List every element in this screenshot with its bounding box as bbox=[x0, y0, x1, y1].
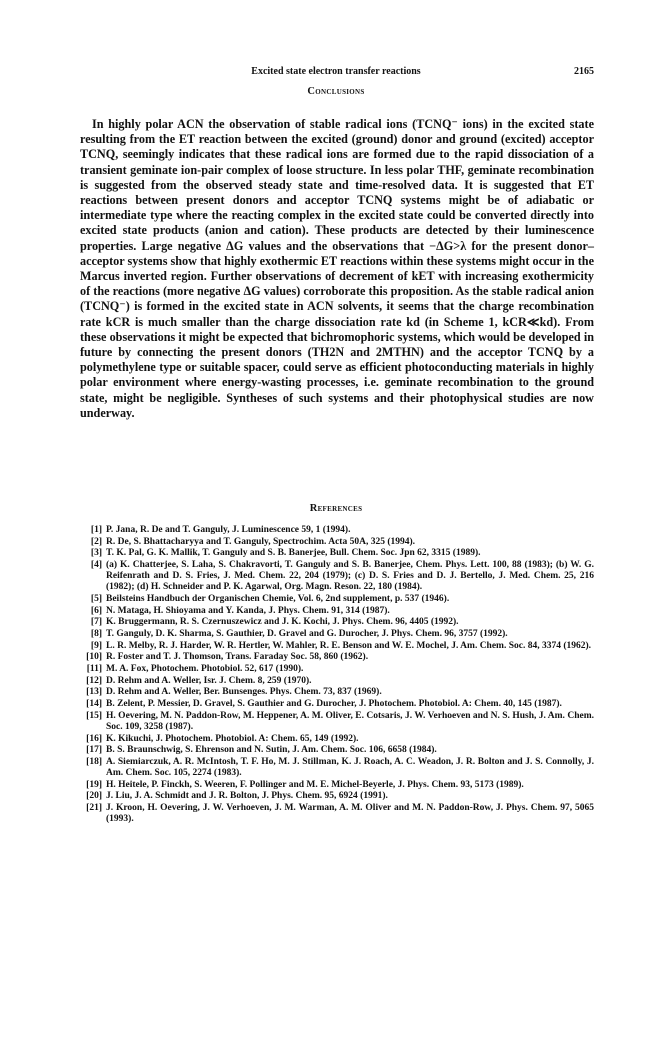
reference-text: T. Ganguly, D. K. Sharma, S. Gauthier, D. Gravel and G. Durocher, J. Phys. Chem. 96, 3757 (1992). bbox=[106, 629, 508, 639]
reference-text: K. Kikuchi, J. Photochem. Photobiol. A: Chem. 65, 149 (1992). bbox=[106, 733, 359, 744]
reference-item bbox=[80, 757, 594, 779]
reference-text: R. Foster and T. J. Thomson, Trans. Faraday Soc. 58, 860 (1962). bbox=[106, 652, 369, 663]
reference-text: (a) K. Chatterjee, S. Laha, S. Chakravorti, T. Ganguly and S. B. Banerjee, Chem. Phys. Lett. 100, 88 (1983); (b) W. G. Reifenrath and D. S. Fries, J. Med. Chem. 22, 204 (1979); (c) D. S. Fries and D. J. Bertello, J. Med. Chem. 25, 216 (1982); (d) H. Schneider and P. K. Agarwal, Org. Magn. Reson. 22, 180 (1984). bbox=[106, 560, 594, 593]
reference-number: [13] bbox=[86, 687, 102, 698]
reference-number: [5] bbox=[90, 593, 102, 604]
reference-number: [1] bbox=[90, 525, 102, 535]
reference-number: [20] bbox=[86, 791, 102, 802]
reference-text: L. R. Melby, R. J. Harder, W. R. Hertler, W. Mahler, R. E. Benson and W. E. Mochel, J. Am. Chem. Soc. 84, 3374 (1962). bbox=[106, 640, 592, 651]
reference-number: [2] bbox=[90, 536, 102, 547]
reference-number: [15] bbox=[86, 710, 102, 721]
reference-item bbox=[80, 537, 594, 548]
reference-item bbox=[80, 525, 594, 536]
reference-text: J. Liu, J. A. Schmidt and J. R. Bolton, J. Phys. Chem. 95, 6924 (1991). bbox=[106, 791, 388, 802]
reference-item bbox=[80, 629, 594, 640]
reference-number: [16] bbox=[86, 733, 102, 744]
reference-number: [7] bbox=[90, 617, 102, 628]
reference-item bbox=[80, 594, 594, 605]
running-head bbox=[78, 66, 594, 80]
reference-text: B. Zelent, P. Messier, D. Gravel, S. Gauthier and G. Durocher, J. Photochem. Photobiol. A: Chem. 40, 145 (1987). bbox=[106, 699, 562, 710]
reference-number: [18] bbox=[86, 756, 102, 767]
reference-text: Beilsteins Handbuch der Organischen Chemie, Vol. 6, 2nd supplement, p. 537 (1946). bbox=[106, 593, 450, 604]
conclusions-heading: Conclusions bbox=[307, 86, 365, 97]
reference-item bbox=[80, 560, 594, 593]
page-number: 2165 bbox=[574, 66, 594, 77]
reference-text: D. Rehm and A. Weller, Ber. Bunsenges. Phys. Chem. 73, 837 (1969). bbox=[106, 687, 382, 698]
reference-number: [12] bbox=[86, 675, 102, 686]
reference-item bbox=[80, 606, 594, 617]
conclusions-paragraph: In highly polar ACN the observation of stable radical ions (TCNQ⁻ ions) in the excited state resulting from the ET reaction between the excited (ground) donor and ground (excited) acceptor TCNQ, seemingly indicates that these radical ions are formed due to the rapid dissociation of a transient geminate ion-pair complex of loose structure. In less polar THF, geminate recombination is suggested from the observed steady state and time-resolved data. It is suggested that ET reactions between present donors and acceptor TCNQ systems might be of adiabatic or intermediate type where the reacting complex in the excited state could be converted directly into excited state products (anion and cation). These products are detected by their luminescence properties. Large negative ΔG values and the observations that −ΔG>λ for the present donor–acceptor systems show that highly exothermic ET reactions within these systems might occur in the Marcus inverted region. Further observations of decrement of kET with increasing exothermicity of the reactions (more negative ΔG values) corroborate this proposition. As the stable radical anion (TCNQ⁻) is formed in the excited state in ACN solvents, it seems that the charge recombination rate kCR is much smaller than the charge dissociation rate kd (in Scheme 1, kCR≪kd). From these observations it might be expected that bichromophoric systems, which would be developed in future by connecting the present donors (TH2N and 2MTHN) and the acceptor TCNQ by a polymethylene type or suitable spacer, could serve as efficient photoconducting materials in highly polar environment where energy-wasting processes, i.e. geminate recombination to the ground state, might be negligible. Syntheses of such systems and their photophysical studies are now underway. bbox=[80, 117, 594, 420]
reference-number: [17] bbox=[86, 745, 102, 756]
conclusions-body bbox=[80, 117, 594, 421]
reference-text: N. Mataga, H. Shioyama and Y. Kanda, J. Phys. Chem. 91, 314 (1987). bbox=[106, 605, 390, 616]
reference-number: [19] bbox=[86, 779, 102, 790]
reference-item bbox=[80, 664, 594, 675]
reference-number: [9] bbox=[90, 640, 102, 651]
running-title: Excited state electron transfer reactions bbox=[251, 66, 421, 77]
reference-text: B. S. Braunschwig, S. Ehrenson and N. Sutin, J. Am. Chem. Soc. 106, 6658 (1984). bbox=[106, 745, 437, 756]
reference-number: [10] bbox=[86, 652, 102, 663]
reference-number: [8] bbox=[90, 629, 102, 639]
reference-text: P. Jana, R. De and T. Ganguly, J. Luminescence 59, 1 (1994). bbox=[106, 525, 351, 535]
reference-number: [3] bbox=[90, 548, 102, 559]
reference-text: R. De, S. Bhattacharyya and T. Ganguly, Spectrochim. Acta 50A, 325 (1994). bbox=[106, 536, 416, 547]
reference-text: A. Siemiarczuk, A. R. McIntosh, T. F. Ho, M. J. Stillman, K. J. Roach, A. C. Weadon, J. R. Bolton and J. S. Connolly, J. Am. Chem. Soc. 105, 2274 (1983). bbox=[106, 756, 594, 779]
reference-text: T. K. Pal, G. K. Mallik, T. Ganguly and S. B. Banerjee, Bull. Chem. Soc. Jpn 62, 3315 (1989). bbox=[106, 548, 481, 559]
reference-number: [14] bbox=[86, 699, 102, 710]
reference-item bbox=[80, 711, 594, 733]
reference-text: M. A. Fox, Photochem. Photobiol. 52, 617 (1990). bbox=[106, 664, 304, 675]
reference-number: [6] bbox=[90, 605, 102, 616]
reference-item bbox=[80, 676, 594, 687]
reference-item bbox=[80, 699, 594, 710]
reference-item bbox=[80, 803, 594, 825]
reference-item bbox=[80, 745, 594, 756]
reference-item bbox=[80, 734, 594, 745]
reference-text: J. Kroon, H. Oevering, J. W. Verhoeven, J. M. Warman, A. M. Oliver and M. N. Paddon-Row, J. Phys. Chem. 97, 5065 (1993). bbox=[106, 803, 594, 825]
reference-item bbox=[80, 652, 594, 663]
reference-number: [21] bbox=[86, 803, 102, 814]
reference-item bbox=[80, 548, 594, 559]
reference-item bbox=[80, 687, 594, 698]
references-heading: References bbox=[309, 503, 363, 514]
reference-number: [11] bbox=[86, 664, 102, 675]
reference-item bbox=[80, 641, 594, 652]
reference-list bbox=[80, 525, 594, 826]
reference-item bbox=[80, 780, 594, 791]
reference-number: [4] bbox=[90, 560, 102, 571]
reference-text: D. Rehm and A. Weller, Isr. J. Chem. 8, 259 (1970). bbox=[106, 675, 312, 686]
reference-text: K. Bruggermann, R. S. Czernuszewicz and J. K. Kochi, J. Phys. Chem. 96, 4405 (1992). bbox=[106, 617, 459, 628]
reference-item bbox=[80, 791, 594, 802]
reference-item bbox=[80, 617, 594, 628]
reference-text: H. Oevering, M. N. Paddon-Row, M. Heppener, A. M. Oliver, E. Cotsaris, J. W. Verhoeven and N. S. Hush, J. Am. Chem. Soc. 109, 3258 (1987). bbox=[106, 710, 594, 732]
reference-text: H. Heitele, P. Finckh, S. Weeren, F. Pollinger and M. E. Michel-Beyerle, J. Phys. Chem. 93, 5173 (1989). bbox=[106, 779, 524, 790]
